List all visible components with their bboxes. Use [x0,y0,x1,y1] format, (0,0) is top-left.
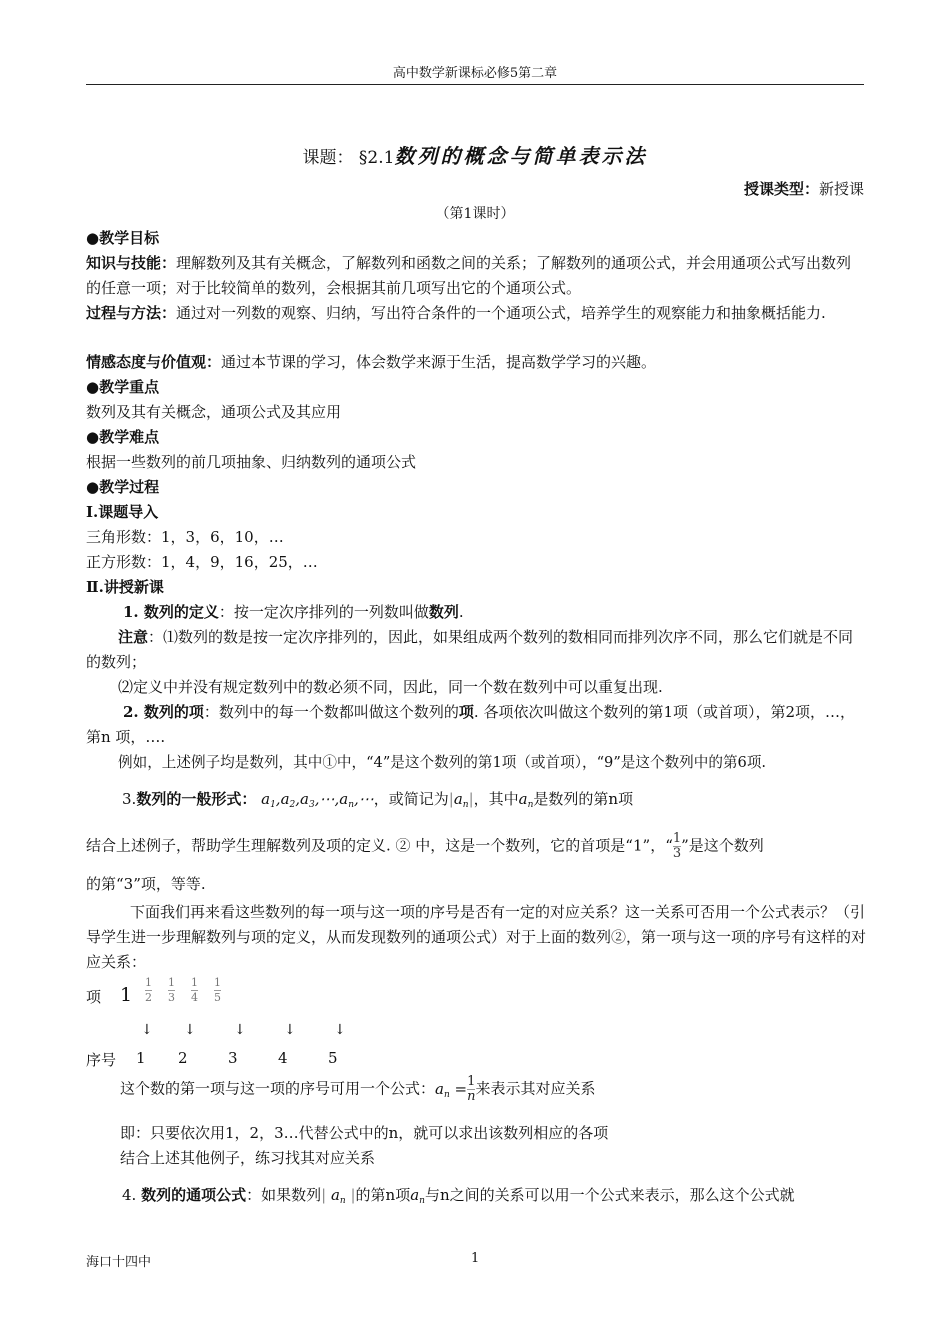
general-text-1: ，或简记为 [373,790,449,808]
general-label: 数列的一般形式： [136,790,257,808]
page-number: 1 [471,1251,480,1266]
intro-heading: Ⅰ.课题导入 [86,503,159,521]
note-label: 注意 [118,628,149,646]
term-label: 2. 数列的项 [123,703,204,721]
running-header: 高中数学新课标必修5第二章 [392,66,558,81]
formula-text-1: 这个数的第一项与这一项的序号可用一个公式： [120,1079,436,1098]
square-numbers: 正方形数：1，4，9，16，25，… [86,553,318,571]
combine-line-1 [86,833,764,860]
header-rule [86,84,864,85]
term-paragraph [86,700,866,750]
goal-knowledge [86,251,866,301]
general-term-text-3: 与n之间的关系可以用一个公式来表示，那么这个公式就 [424,1186,795,1204]
general-term-label: 数列的通项公式 [141,1186,247,1204]
one-over-n: $\frac{1}{n}$ [467,1074,476,1104]
note-2: ⑵定义中并没有规定数列中的数必须不同，因此，同一个数在数列中可以重复出现. [118,678,663,696]
lesson-title [0,140,950,169]
fraction-1-5: $\frac{1}{5}$ [214,976,221,1004]
arrow-down-icon: ↓ [334,1022,346,1038]
attitude-label: 情感态度与价值观： [86,353,222,371]
lesson-type [744,178,864,199]
def-label: 1. 数列的定义 [123,603,219,621]
arrow-down-icon: ↓ [234,1022,246,1038]
new-lesson-heading: Ⅱ.讲授新课 [86,578,164,596]
index-3: 3 [228,1049,238,1067]
lesson-type-label: 授课类型： [743,180,819,198]
fraction-1-2: $\frac{1}{2}$ [145,976,152,1004]
general-form-formula: $a_1,a_2,a_3,\cdots,a_n,\cdots$ [261,790,374,810]
key-points-text: 数列及其有关概念，通项公式及其应用 [86,403,342,421]
title-section: §2.1 [358,148,395,168]
def-end: . [458,603,464,621]
lesson-period: （第1课时） [435,206,515,222]
general-term-line [122,1184,795,1206]
row-term-label: 项 [86,988,102,1006]
first-term: 1 [120,984,133,1006]
process-heading: ●教学过程 [86,478,160,496]
arrow-down-icon: ↓ [284,1022,296,1038]
note-paragraph [86,625,866,675]
lesson-type-value: 新授课 [818,180,864,198]
goal-attitude [86,350,866,375]
triangle-numbers: 三角形数：1，3，6，10，… [86,528,284,546]
general-text-2: ，其中 [473,790,519,808]
combine-line-2: 的第“3”项，等等. [86,875,206,893]
attitude-text: 通过本节课的学习，体会数学来源于生活，提高数学学习的兴趣。 [221,353,657,371]
general-term-text-1: ：如果数列 [246,1186,322,1204]
an-symbol-2: $a_n$ [410,1186,425,1206]
knowledge-label: 知识与技能： [86,254,177,272]
key-points-heading: ●教学重点 [86,378,160,396]
title-prefix: 课题： [302,148,354,168]
index-1: 1 [136,1049,146,1067]
replace-text: 即：只要依次用1，2，3…代替公式中的n，就可以求出该数列相应的各项 [120,1124,609,1142]
discussion-paragraph: 下面我们再来看这些数列的每一项与这一项的序号是否有一定的对应关系？这一关系可否用一个公式表示？（引导学生进一步理解数列与项的定义，从而发现数列的通项公式）对于上面的数列②，第一项与这一项的序号有这样的对应关系： [86,903,867,971]
index-4: 4 [278,1049,288,1067]
difficulty-text: 根据一些数列的前几项抽象、归纳数列的通项公式 [86,453,417,471]
goals-heading: ●教学目标 [86,229,160,247]
index-5: 5 [328,1049,338,1067]
arrow-down-icon: ↓ [184,1022,196,1038]
row-index-label: 序号 [86,1051,117,1069]
definition-paragraph [86,600,866,625]
sequence-notation-2: | $a_n$ | [321,1186,356,1206]
practice-text: 结合上述其他例子，练习找其对应关系 [120,1149,376,1167]
footer-school: 海口十四中 [86,1255,152,1270]
note-1: ：⑴数列的数是按一定次序排列的，因此，如果组成两个数列的数相同而排列次序不同，那么它们就是不同的数列； [86,628,854,671]
sequence-notation: $|a_n|$ [448,790,474,810]
process-label: 过程与方法： [86,304,177,322]
knowledge-text: 理解数列及其有关概念，了解数列和函数之间的关系；了解数列的通项公式，并会用通项公式写出数列的任意一项；对于比较简单的数列，会根据其前几项写出它的个通项公式。 [86,254,852,297]
fraction-1-3: $\frac{1}{3}$ [168,976,175,1004]
combine-text-1: 结合上述例子，帮助学生理解数列及项的定义. ② 中，这是一个数列，它的首项是“1”，“ [86,836,673,855]
an-symbol: $a_n$ [518,790,534,810]
formula-line [120,1076,596,1103]
term-text-2: . 各项依次叫做这个数列的第1项（或首项），第2项，…，第n 项，…. [86,703,856,746]
general-form-line [122,788,633,810]
formula-text-2: 来表示其对应关系 [475,1079,596,1098]
term-text: ：数列中的每一个数都叫做这个数列的 [203,703,459,721]
def-term: 数列 [428,603,459,621]
def-text: ：按一定次序排列的一列数叫做 [218,603,429,621]
general-term-text-2: 的第n项 [355,1186,411,1204]
process-text: 通过对一列数的观察、归纳，写出符合条件的一个通项公式，培养学生的观察能力和抽象概括能力. [176,304,826,322]
difficulty-heading: ●教学难点 [86,428,160,446]
general-text-3: 是数列的第n项 [533,790,634,808]
fraction-1-4: $\frac{1}{4}$ [191,976,198,1004]
index-2: 2 [178,1049,188,1067]
example-paragraph: 例如，上述例子均是数列，其中①中，“4”是这个数列的第1项（或首项），“9”是这个数列中的第6项. [118,754,767,771]
combine-text-1-end: ”是这个数列 [681,836,764,855]
general-term-num: 4. [122,1186,137,1204]
goal-process [86,301,866,326]
arrow-down-icon: ↓ [141,1022,153,1038]
general-num: 3. [122,790,137,808]
an-formula: $a_n$ = [435,1079,468,1100]
one-third-fraction: $\frac{1}{3}$ [672,831,682,861]
title-main: 数列的概念与简单表示法 [394,144,648,168]
term-term: 项 [458,703,474,721]
